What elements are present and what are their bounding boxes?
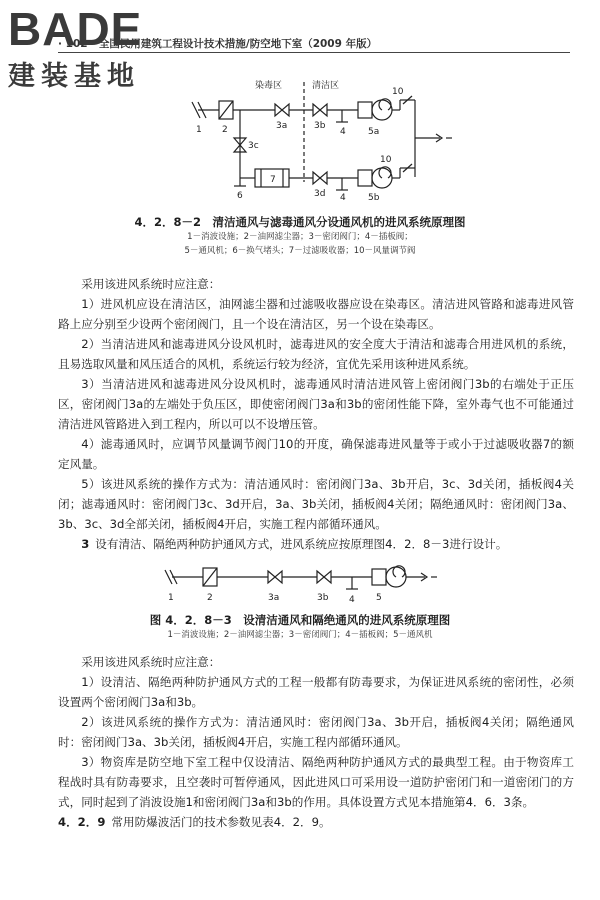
label-10b: 10: [380, 155, 392, 165]
label-3d: 3d: [314, 189, 326, 199]
figure2-legend: 1－消波设施；2－油网滤尘器；3－密闭阀门；4－插板阀；5－通风机: [167, 630, 433, 640]
note-2: 2）当清洁进风和滤毒进风分设风机时，滤毒进风的安全度大于清洁和滤毒合用进风机的系统，且易选取风量和风压适合的风机，系统运行较为经济，宜优先采用该种进风系统。: [58, 337, 574, 371]
figure2-caption: 图 4．2．8－3 设清洁通风和隔绝通风的进风系统原理图: [149, 613, 451, 627]
figure1-legend-line1: 1－消波设施；2－油网滤尘器；3－密闭阀门；4－插板阀；: [187, 232, 413, 242]
label-6: 6: [237, 191, 243, 201]
zone-label-clean: 清洁区: [312, 81, 340, 91]
figure1-caption: 4．2．8－2 清洁通风与滤毒通风分设通风机的进风系统原理图: [134, 215, 466, 229]
note-3: 3）当清洁进风和滤毒进风分设风机时，滤毒通风时清洁进风管上密闭阀门3b的右端处于正压区，密闭阀门3a的左端处于负压区，即使密闭阀门3a和3b的密闭性能下降，室外毒气也不可能通过清洁进风管路进入到工程内，所以可以不设增压管。: [58, 377, 574, 431]
clause-3: 3 设有清洁、隔绝两种防护通风方式，进风系统应按原理图4．2．8－3进行设计。: [81, 537, 508, 551]
label-5a: 5a: [368, 127, 380, 137]
figure2-caption-block: [0, 612, 600, 642]
notes-block-1: [58, 274, 574, 554]
label-7: 7: [270, 175, 276, 185]
figure-ventilation-diagram-2: [0, 548, 600, 608]
zone-label-contaminated: 染毒区: [255, 81, 283, 91]
notes2-intro: 采用该进风系统时应注意：: [81, 655, 221, 669]
figure1-legend-line2: 5－通风机；6－换气堵头；7－过滤吸收器；10－风量调节阀: [184, 246, 416, 256]
fig2-label-3a: 3a: [268, 593, 280, 603]
fig2-label-2: 2: [207, 593, 213, 603]
figure1-caption-block: [0, 214, 600, 258]
watermark: [8, 3, 143, 93]
label-4b: 4: [340, 193, 346, 203]
label-3b: 3b: [314, 121, 326, 131]
note2-2: 2）该进风系统的操作方式为：清洁通风时：密闭阀门3a、3b开启，插板阀4关闭；隔绝通风时：密闭阀门3a、3b关闭，插板阀4开启，实施工程内部循环通风。: [58, 715, 574, 749]
label-5b: 5b: [368, 193, 380, 203]
notes-intro: 采用该进风系统时应注意：: [81, 277, 221, 291]
note-4: 4）滤毒通风时，应调节风量调节阀门10的开度，确保滤毒进风量等于或小于过滤吸收器7的额定风量。: [58, 437, 574, 471]
label-3a: 3a: [276, 121, 288, 131]
notes-block-2: [58, 652, 574, 832]
watermark-subtitle: 建装基地: [8, 61, 140, 92]
label-1: 1: [196, 125, 202, 135]
label-10a: 10: [392, 87, 404, 97]
label-4a: 4: [340, 127, 346, 137]
clause-4-2-9: 4．2．9 常用防爆波活门的技术参数见表4．2．9。: [58, 815, 331, 829]
note2-1: 1）设清洁、隔绝两种防护通风方式的工程一般都有防毒要求，为保证进风系统的密闭性，必须设置两个密闭阀门3a和3b。: [58, 675, 574, 709]
label-3c: 3c: [248, 141, 259, 151]
fig2-label-4: 4: [349, 595, 355, 605]
fig2-label-5: 5: [376, 593, 382, 603]
note-5: 5）该进风系统的操作方式为：清洁通风时：密闭阀门3a、3b开启，3c、3d关闭，插板阀4关闭；滤毒通风时：密闭阀门3c、3d开启，3a、3b关闭，插板阀4关闭；隔绝通风时：密闭阀门3a、3b、3c、3d全部关闭，插板阀4开启，实施工程内部循环通风。: [58, 477, 574, 531]
fig2-label-1: 1: [168, 593, 174, 603]
watermark-logo: BADE: [8, 3, 143, 55]
running-head: · 102 · 全国民用建筑工程设计技术措施/防空地下室（2009 年版）: [58, 38, 378, 50]
note2-3: 3）物资库是防空地下室工程中仅设清洁、隔绝两种防护通风方式的最典型工程。由于物资库工程战时具有防毒要求，且空袭时可暂停通风，因此进风口可采用设一道防护密闭门和一道密闭门的方式，同时起到了消波设施1和密闭阀门3a和3b的作用。具体设置方式见本措施第4．6．3条。: [58, 755, 574, 809]
fig2-label-3b: 3b: [317, 593, 329, 603]
note-1: 1）进风机应设在清洁区，油网滤尘器和过滤吸收器应设在染毒区。清洁进风管路和滤毒进风管路上应分别至少设两个密闭阀门，且一个设在清洁区，另一个设在染毒区。: [58, 297, 574, 331]
label-2: 2: [222, 125, 228, 135]
